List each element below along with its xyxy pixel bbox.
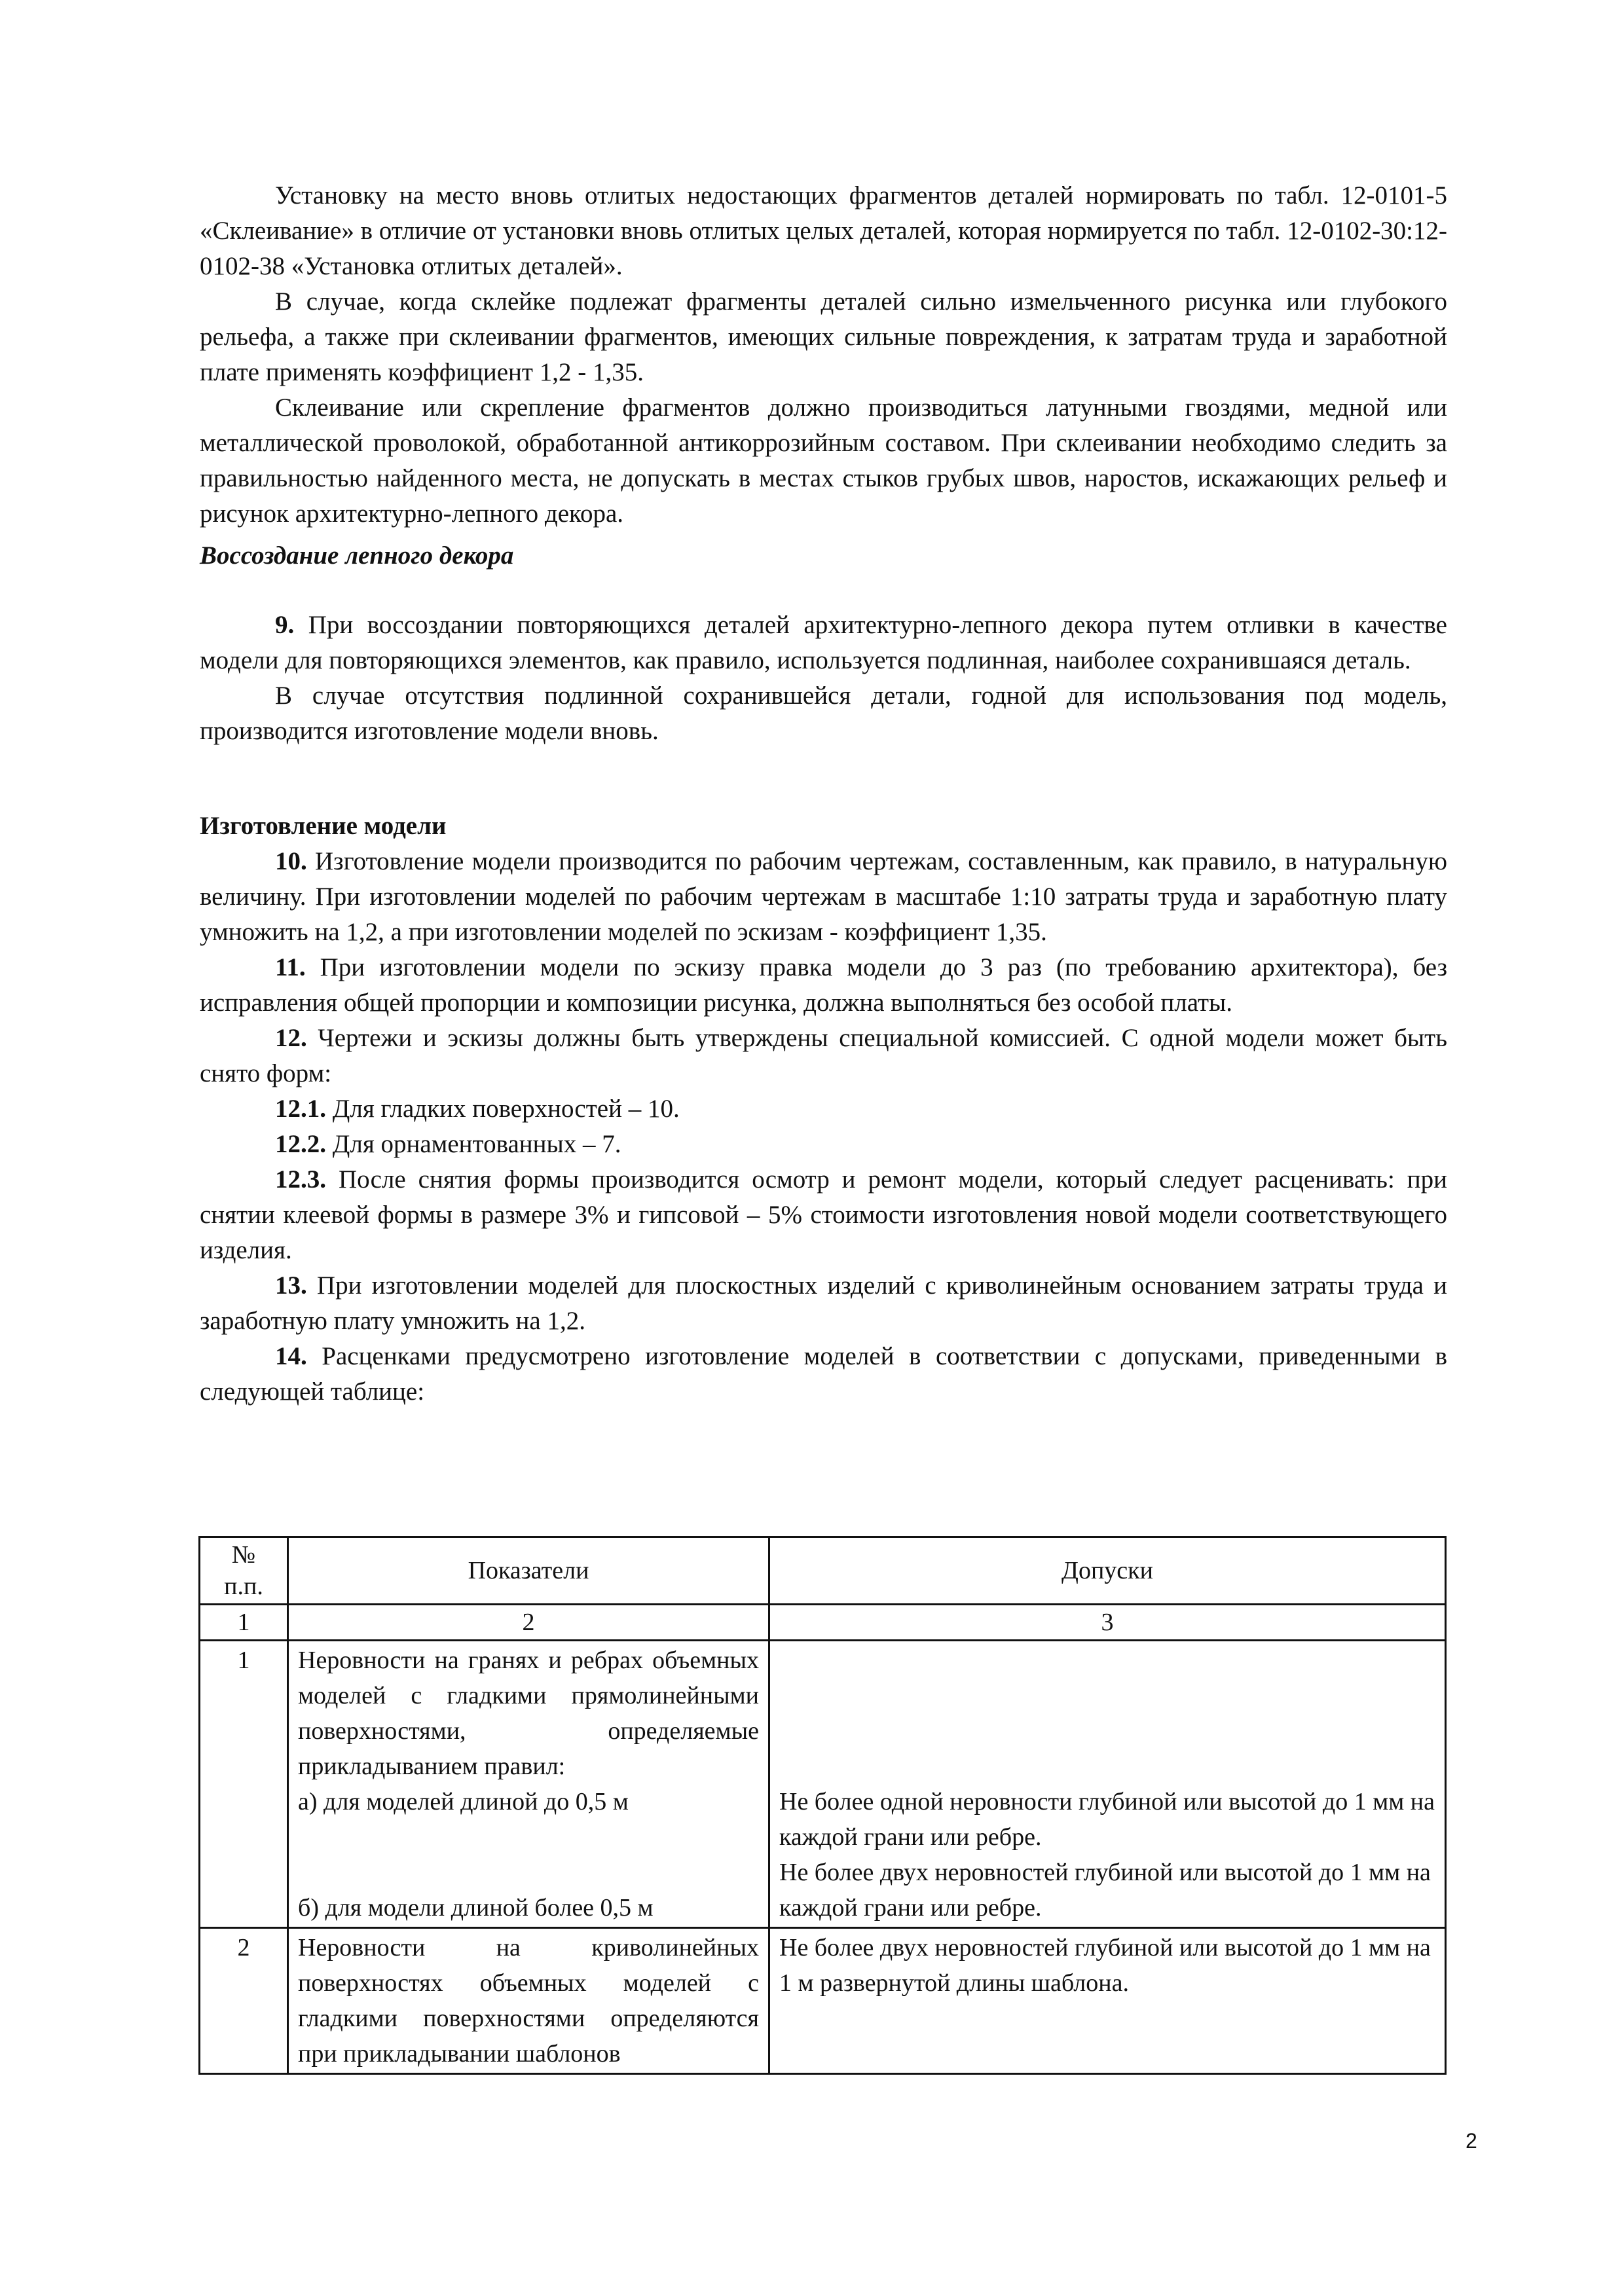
table-header-row (200, 1537, 1446, 1605)
paragraph-11-text: При изготовлении модели по эскизу правка модели до 3 раз (по требованию архитектора), без исправления общей пропорции и композиции рисунка, должна выполняться без особой платы. (200, 953, 1448, 1017)
paragraph-14-text: Расценками предусмотрено изготовление моделей в соответствии с допусками, приведенными в следующей таблице: (200, 1342, 1448, 1406)
paragraph-13-text: При изготовлении моделей для плоскостных изделий с криволинейным основанием затраты труда и заработную плату умножить на 1,2. (200, 1271, 1447, 1335)
paragraph-12-1 (200, 1091, 1447, 1127)
paragraph-12-2 (200, 1127, 1447, 1162)
section-title-recreation: Воссоздание лепного декора (200, 541, 514, 570)
paragraph-10 (200, 844, 1447, 950)
row-1-indicator-b: б) для модели длиной более 0,5 м (298, 1894, 654, 1922)
paragraph-9 (200, 608, 1447, 678)
paragraph-10-text: Изготовление модели производится по рабочим чертежам, составленным, как правило, в натуральную величину. При изготовлении моделей по рабочим чертежам в масштабе 1:10 затраты труда и заработную плату умножить на 1,2, а при изготовлении моделей по эскизам - коэффициент 1,35. (200, 847, 1448, 946)
section-model (200, 809, 1447, 1410)
paragraph-12-3 (200, 1162, 1447, 1268)
row-1-indicator (288, 1641, 769, 1928)
row-2-tolerance: Не более двух неровностей глубиной или высотой до 1 мм на 1 м развернутой длины шаблона. (769, 1928, 1446, 2074)
paragraph-12-3-text: После снятия формы производится осмотр и ремонт модели, который следует расценивать: при снятии клеевой формы в размере 3% и гипсовой – 5% стоимости изготовления новой модели соответствующего изделия. (200, 1165, 1447, 1264)
paragraph-11 (200, 950, 1447, 1021)
paragraph-12-2-number: 12.2. (275, 1130, 326, 1158)
header-number (200, 1537, 288, 1605)
paragraph-13-number: 13. (275, 1271, 307, 1300)
paragraph-12 (200, 1021, 1447, 1091)
paragraph-12-2-text: Для орнаментованных – 7. (332, 1130, 621, 1158)
paragraph-12-3-number: 12.3. (275, 1165, 326, 1194)
paragraph-13 (200, 1268, 1447, 1339)
header-number-sign: № (231, 1541, 256, 1569)
intro-paragraphs (200, 178, 1447, 532)
paragraph-11-number: 11. (275, 953, 306, 981)
section-title-model: Изготовление модели (200, 812, 447, 840)
table-row (200, 1928, 1446, 2074)
row-2-indicator: Неровности на криволинейных поверхностях объемных моделей с гладкими поверхностями определяются при прикладывании шаблонов (288, 1928, 769, 2074)
paragraph-coefficient: В случае, когда склейке подлежат фрагменты деталей сильно измельченного рисунка или глубокого рельефа, а также при склеивании фрагментов, имеющих сильные повреждения, к затратам труда и заработной плате применять коэффициент 1,2 - 1,35. (200, 287, 1447, 386)
paragraph-12-number: 12. (275, 1024, 307, 1052)
table-colnum-row (200, 1605, 1446, 1641)
paragraph-9b: В случае отсутствия подлинной сохранившейся детали, годной для использования под модель, производится изготовление модели вновь. (200, 682, 1447, 745)
colnum-2: 2 (288, 1605, 769, 1641)
paragraph-14-number: 14. (275, 1342, 307, 1370)
paragraph-12-text: Чертежи и эскизы должны быть утверждены специальной комиссией. С одной модели может быть снято форм: (200, 1024, 1447, 1087)
row-1-tolerance-b: Не более двух неровностей глубиной или высотой до 1 мм на каждой грани или ребре. (779, 1859, 1431, 1922)
header-indicators: Показатели (288, 1537, 769, 1605)
row-1-tolerance-a: Не более одной неровности глубиной или высотой до 1 мм на каждой грани или ребре. (779, 1788, 1435, 1851)
paragraph-12-1-text: Для гладких поверхностей – 10. (332, 1095, 680, 1123)
row-2-number: 2 (200, 1928, 288, 2074)
row-1-number: 1 (200, 1641, 288, 1928)
colnum-3: 3 (769, 1605, 1446, 1641)
paragraph-9-text: При воссоздании повторяющихся деталей архитектурно-лепного декора путем отливки в качестве модели для повторяющихся элементов, как правило, используется подлинная, наиболее сохранившаяся деталь. (200, 611, 1447, 674)
section-recreation (200, 538, 1447, 749)
paragraph-fastening: Склеивание или скрепление фрагментов должно производиться латунными гвоздями, медной или металлической проволокой, обработанной антикоррозийным составом. При склеивании необходимо следить за правильностью найденного места, не допускать в местах стыков грубых швов, наростов, искажающих рельеф и рисунок архитектурно-лепного декора. (200, 393, 1447, 528)
row-1-tolerance (769, 1641, 1446, 1928)
paragraph-9-number: 9. (275, 611, 295, 639)
row-1-indicator-a: а) для моделей длиной до 0,5 м (298, 1788, 629, 1815)
paragraph-12-1-number: 12.1. (275, 1095, 326, 1123)
table-row (200, 1641, 1446, 1928)
colnum-1: 1 (200, 1605, 288, 1641)
tolerances-table (198, 1536, 1447, 2075)
paragraph-10-number: 10. (275, 847, 307, 875)
row-1-indicator-main: Неровности на гранях и ребрах объемных моделей с гладкими прямолинейными поверхностями, определяемые прикладыванием правил: (298, 1647, 759, 1780)
header-number-abbr: п.п. (224, 1573, 263, 1600)
paragraph-14 (200, 1339, 1447, 1410)
header-tolerances: Допуски (769, 1537, 1446, 1605)
paragraph-gluing-fragments: Установку на место вновь отлитых недостающих фрагментов деталей нормировать по табл. 12-0101-5 «Склеивание» в отличие от установки вновь отлитых целых деталей, которая нормируется по табл. 12-0102-30:12-0102-38 «Установка отлитых деталей». (200, 181, 1447, 280)
page-number: 2 (1466, 2129, 1477, 2153)
